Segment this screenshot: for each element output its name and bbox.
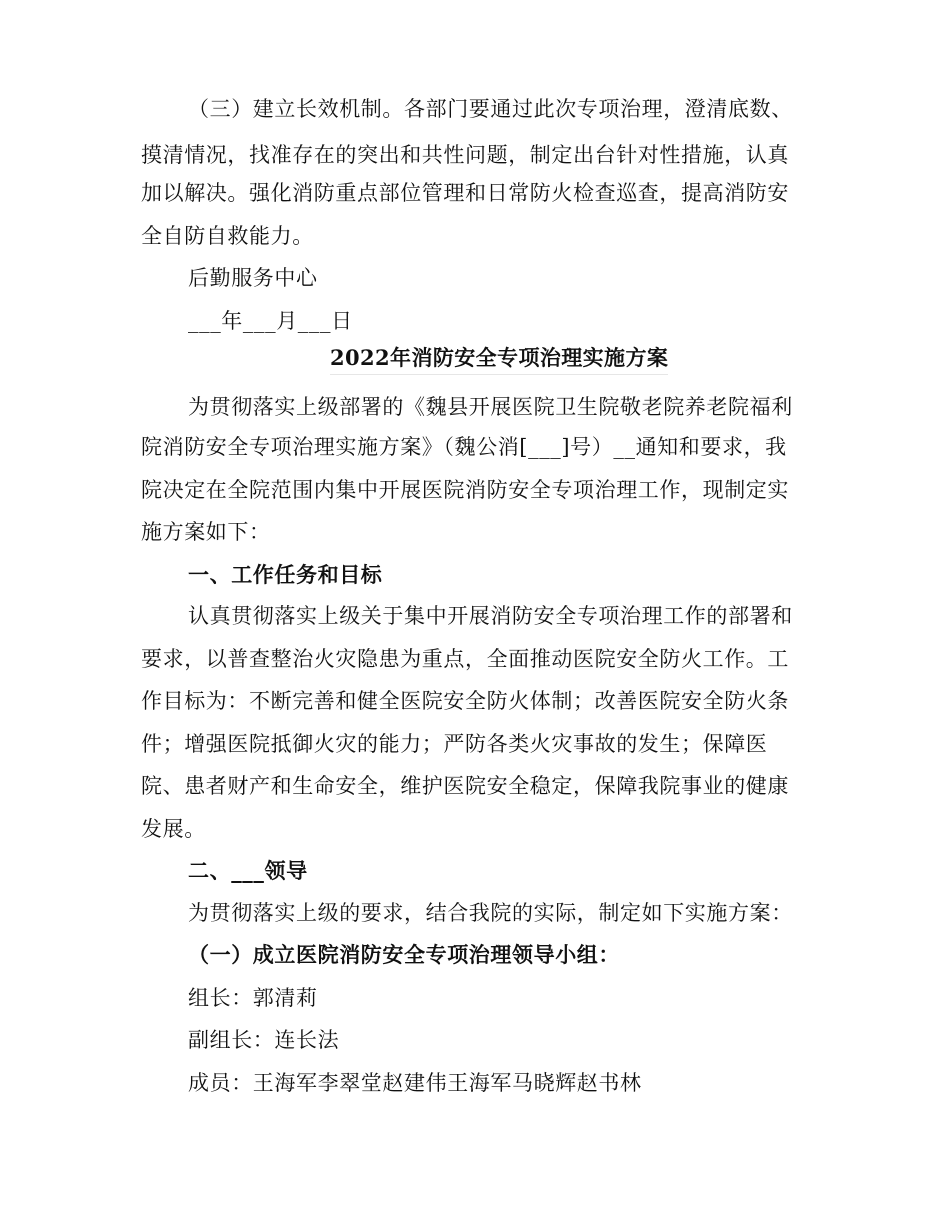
- deputy-group-leader: 副组长：连长法: [188, 1028, 340, 1052]
- leadership-intro: 为贯彻落实上级的要求，结合我院的实际，制定如下实施方案：: [188, 901, 793, 925]
- heading-tasks-goals: 一、工作任务和目标: [188, 562, 383, 587]
- intro-line-4: 施方案如下：: [141, 520, 271, 544]
- section3-line-1: （三）建立长效机制。各部门要通过此次专项治理，澄清底数、: [188, 97, 793, 121]
- signature-organization: 后勤服务中心: [188, 266, 318, 290]
- intro-line-3: 院决定在全院范围内集中开展医院消防安全专项治理工作，现制定实: [141, 478, 789, 502]
- goals-line-4: 件；增强医院抵御火灾的能力；严防各类火灾事故的发生；保障医: [141, 732, 768, 756]
- goals-line-1: 认真贯彻落实上级关于集中开展消防安全专项治理工作的部署和: [188, 604, 793, 628]
- goals-line-3: 作目标为：不断完善和健全医院安全防火体制；改善医院安全防火条: [141, 689, 789, 713]
- group-members: 成员：王海军李翠堂赵建伟王海军马晓辉赵书林: [188, 1071, 642, 1095]
- goals-line-2: 要求，以普查整治火灾隐患为重点，全面推动医院安全防火工作。工: [141, 647, 789, 671]
- heading-leadership: 二、___领导: [188, 858, 308, 883]
- section3-line-3: 加以解决。强化消防重点部位管理和日常防火检查巡查，提高消防安: [141, 181, 789, 205]
- group-leader: 组长：郭清莉: [188, 986, 318, 1010]
- document-title: 2022年消防安全专项治理实施方案: [330, 344, 668, 375]
- intro-line-1: 为贯彻落实上级部署的《魏县开展医院卫生院敬老院养老院福利: [188, 395, 793, 419]
- goals-line-6: 发展。: [141, 817, 206, 841]
- date-line: ___年___月___日: [188, 309, 353, 333]
- subheading-leadership-group: （一）成立医院消防安全专项治理领导小组：: [188, 942, 620, 967]
- section3-line-2: 摸清情况，找准存在的突出和共性问题，制定出台针对性措施，认真: [141, 143, 789, 167]
- goals-line-5: 院、患者财产和生命安全，维护医院安全稳定，保障我院事业的健康: [141, 774, 789, 798]
- section3-line-4: 全自防自救能力。: [141, 224, 314, 248]
- intro-line-2: 院消防安全专项治理实施方案》（魏公消[___]号）__通知和要求，我: [141, 435, 787, 459]
